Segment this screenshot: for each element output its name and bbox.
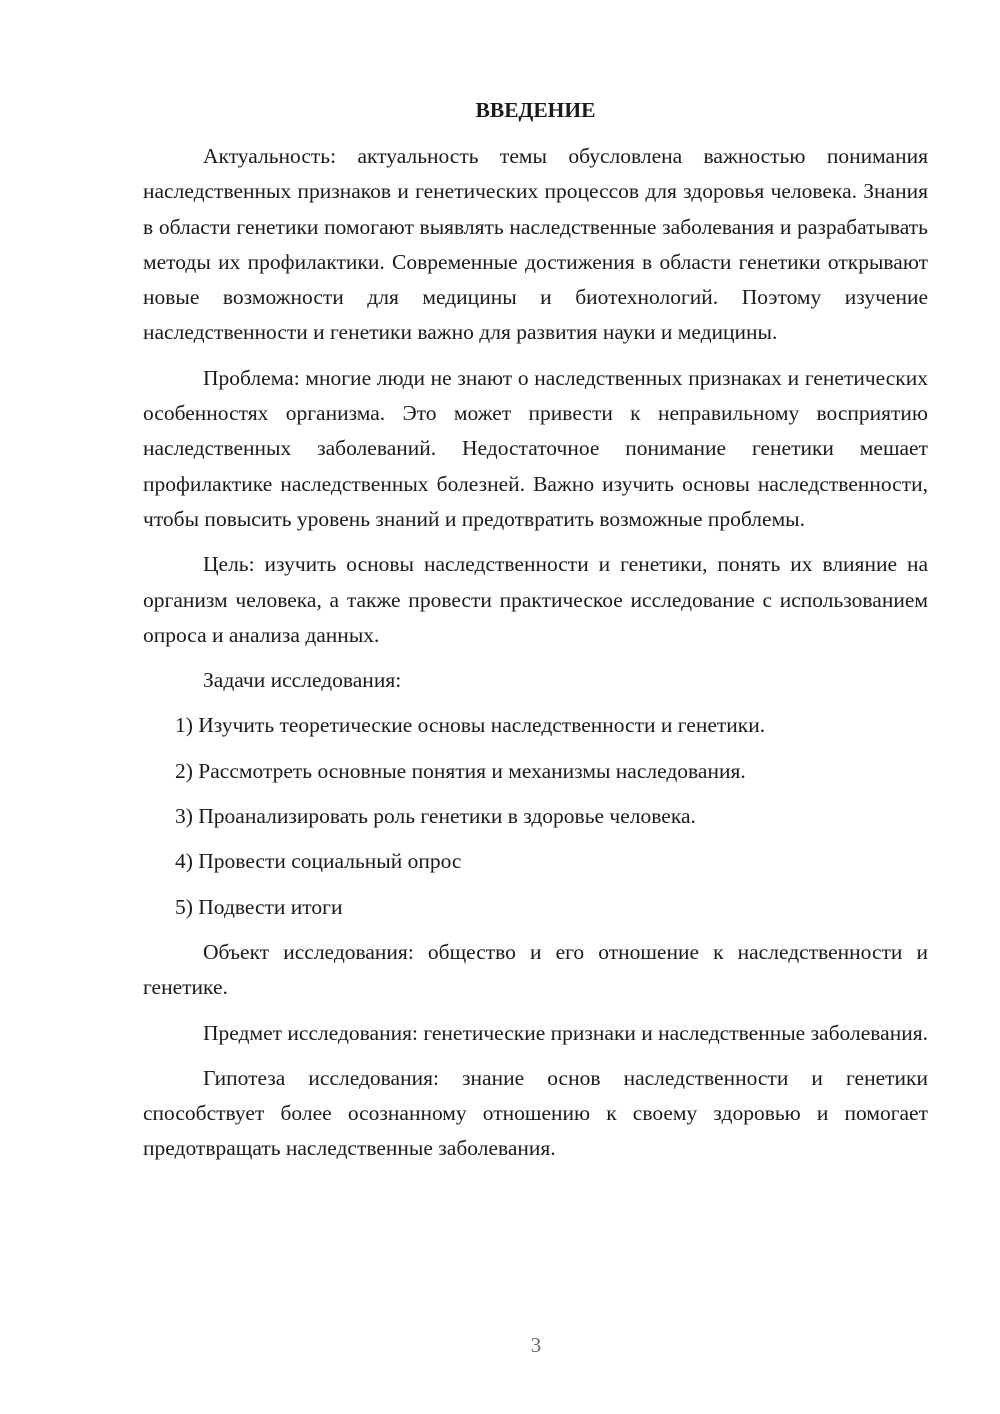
task-item-3: 3) Проанализировать роль генетики в здоровье человека.	[175, 804, 696, 829]
page-number: 3	[530, 1333, 542, 1357]
relevance-paragraph: Актуальность: актуальность темы обусловлена важностью понимания наследственных признаков и генетических процессов для здоровья человека. Знания в области генетики помогают выявлять наследственные заболевания и разрабатывать методы их профилактики. Современные достижения в области генетики открывают новые возможности для медицины и биотехнологий. Поэтому изучение наследственности и генетики важно для развития науки и медицины.	[143, 144, 928, 345]
subject-paragraph: Предмет исследования: генетические признаки и наследственные заболевания.	[203, 1020, 928, 1045]
task-item-5: 5) Подвести итоги	[175, 894, 343, 919]
problem-paragraph: Проблема: многие люди не знают о наследственных признаках и генетических особенностях организма. Это может привести к неправильному восприятию наследственных заболеваний. Недостаточное понимание генетики мешает профилактике наследственных болезней. Важно изучить основы наследственности, чтобы повысить уровень знаний и предотвратить возможные проблемы.	[143, 365, 928, 531]
page-title: ВВЕДЕНИЕ	[475, 98, 596, 122]
document-page	[143, 92, 928, 1177]
tasks-heading: Задачи исследования:	[203, 668, 402, 693]
goal-paragraph: Цель: изучить основы наследственности и генетики, понять их влияние на организм человека, а также провести практическое исследование с использованием опроса и анализа данных.	[143, 552, 928, 647]
task-item-1: 1) Изучить теоретические основы наследственности и генетики.	[175, 713, 766, 738]
task-item-4: 4) Провести социальный опрос	[175, 849, 462, 874]
tasks-list	[143, 708, 928, 924]
task-item-2: 2) Рассмотреть основные понятия и механизмы наследования.	[175, 758, 746, 783]
hypothesis-paragraph: Гипотеза исследования: знание основ наследственности и генетики способствует более осознанному отношению к своему здоровью и помогает предотвращать наследственные заболевания.	[143, 1065, 928, 1161]
object-paragraph: Объект исследования: общество и его отношение к наследственности и генетике.	[143, 939, 928, 1000]
